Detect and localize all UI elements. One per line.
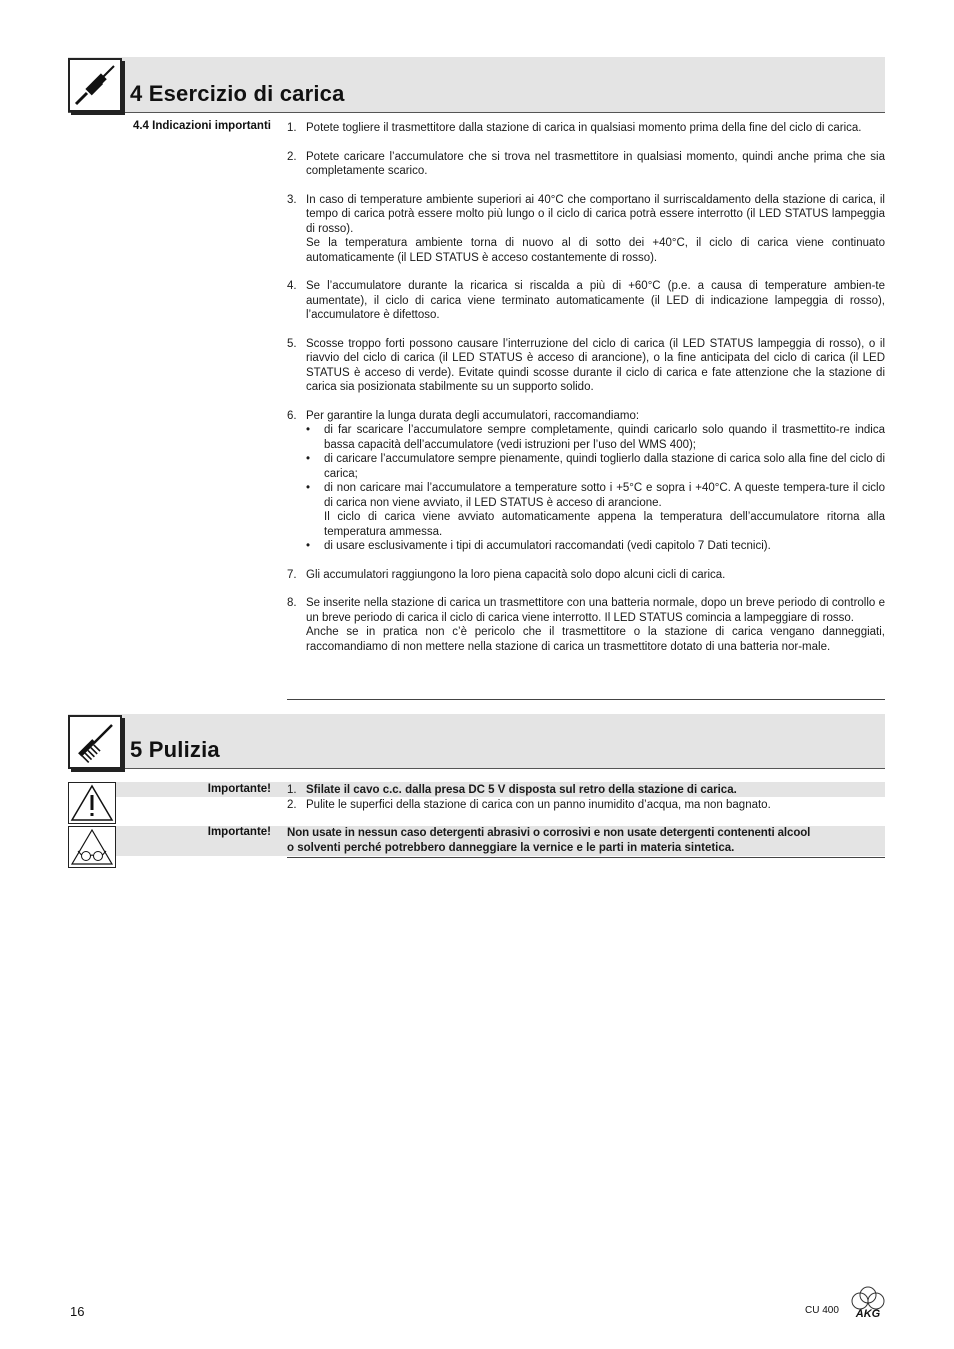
list-item: 5. Scosse troppo forti possono causare l’interruzione del ciclo di carica (il LED STATUS lampeggia di rosso), o il riavvio del ciclo di carica (il LED STATUS è acceso di arancione), o la fine anticipata del ciclo di carica (il LED STATUS è acceso di verde). Evitate quindi scosse durante il ciclo di carica e fate attenzione che la stazione di carica sia posizionata stabilmente su un supporto solido. bbox=[287, 337, 885, 393]
notice-1-step-1: 1. Sfilate il cavo c.c. dalla presa DC 5 V disposta sul retro della stazione di carica. bbox=[287, 784, 737, 796]
important-notes-list bbox=[287, 121, 885, 654]
section-5-title: 5 Pulizia bbox=[130, 737, 220, 762]
list-item: 6. Per garantire la lunga durata degli accumulatori, raccomandiamo: • di far scaricare l’accumulatore sempre completamente, quindi caricarlo solo quando il trasmettito-re indica bassa capacità dell’accumulatore (vedi istruzioni per l’uso del WMS 400); • di caricare l’accumulatore sempre pienamente, quindi toglierlo dalla stazione di carica solo alla fine del ciclo di carica; • di non caricare mai l’accumulatore a temperature sotto i +5°C e sopra i +40°C. A queste tempera-ture il ciclo di carica non viene avviato, il LED STATUS è acceso di arancione. Il ciclo di carica viene avviato automaticamente appena la temperatura dell’accumulatore ritorna alla temperatura ammessa. • di usare esclusivamente i tipi di accumulatori raccomandati (vedi capitolo 7 Dati tecnici). bbox=[287, 409, 885, 552]
bullet-item: • di non caricare mai l’accumulatore a temperature sotto i +5°C e sopra i +40°C. A queste tempera-ture il ciclo di carica non viene avviato, il LED STATUS è acceso di arancione. Il ciclo di carica viene avviato automaticamente appena la temperatura dell’accumulatore ritorna alla temperatura ammessa. bbox=[306, 482, 885, 538]
bullet-item: • di caricare l’accumulatore sempre pienamente, quindi toglierlo dalla stazione di carica solo alla fine del ciclo di carica; bbox=[306, 453, 885, 480]
subsection-label: 4.4 Indicazioni importanti bbox=[132, 120, 271, 132]
list-item: 7. Gli accumulatori raggiungono la loro piena capacità solo dopo alcuni cicli di carica. bbox=[287, 568, 726, 581]
section-4-end-rule bbox=[287, 699, 885, 700]
warning-triangle-icon bbox=[68, 782, 116, 824]
section-4-title: 4 Esercizio di carica bbox=[130, 81, 345, 106]
model-name: CU 400 bbox=[805, 1305, 839, 1316]
notice-2-text: Non usate in nessun caso detergenti abrasivi o corrosivi e non usate detergenti contenenti alcool o solventi perché potrebbero danneggiare la vernice e le parti in materia sintetica. bbox=[287, 827, 811, 854]
bullet-item: • di far scaricare l’accumulatore sempre completamente, quindi caricarlo solo quando il trasmettito-re indica bassa capacità dell’accumulatore (vedi istruzioni per l’uso del WMS 400); bbox=[306, 424, 885, 451]
page-number: 16 bbox=[70, 1304, 85, 1319]
glasses-caution-icon bbox=[68, 826, 116, 868]
recommendation-bullets bbox=[306, 423, 885, 554]
list-item: 8. Se inserite nella stazione di carica un trasmettitore con una batteria normale, dopo un breve periodo di controllo e un breve periodo di carica il ciclo di carica viene interrotto. Il LED STATUS comincia a lampeggiare di rosso. Anche se in pratica non c’è pericolo che il trasmettitore o la stazione di carica vengano danneggiati, raccomandiamo di non mettere nella stazione di carica un trasmettitore dotato di una batteria nor-male. bbox=[287, 597, 885, 653]
charging-plug-icon bbox=[68, 58, 122, 112]
bullet-item: • di usare esclusivamente i tipi di accumulatori raccomandati (vedi capitolo 7 Dati tecnici). bbox=[306, 540, 771, 552]
akg-logo-icon bbox=[848, 1284, 888, 1320]
notice-2-rule bbox=[287, 857, 885, 858]
list-item: 1. Potete togliere il trasmettitore dalla stazione di carica in qualsiasi momento prima della fine del ciclo di carica. bbox=[287, 122, 862, 134]
svg-text:AKG: AKG bbox=[855, 1308, 881, 1320]
notice-2-label: Importante! bbox=[207, 826, 271, 838]
list-item: 2. Potete caricare l’accumulatore che si trova nel trasmettitore in qualsiasi momento, quindi anche prima che sia completamente scarico. bbox=[287, 150, 885, 177]
notice-1-label: Importante! bbox=[207, 783, 271, 795]
notice-1-step-2: 2. Pulite le superfici della stazione di carica con un panno inumidito d’acqua, ma non bagnato. bbox=[287, 799, 771, 811]
list-item: 4. Se l’accumulatore durante la ricarica si riscalda a più di +60°C (p.e. a causa di temperature ambien-te aumentate), il ciclo di carica viene terminato automaticamente (il LED di indicazione lampeggia di rosso), l’accumulatore è difettoso. bbox=[287, 280, 885, 321]
list-item: 3. In caso di temperature ambiente superiori ai 40°C che comportano il surriscaldamento della stazione di carica, il tempo di carica potrà essere molto più lungo o il ciclo di carica potrà essere interrotto (il LED STATUS lampeggia di rosso). Se la temperatura ambiente torna di nuovo al di sotto dei +40°C, il ciclo di carica viene continuato automaticamente (il LED STATUS è acceso costantemente di rosso). bbox=[287, 193, 885, 264]
cleaning-brush-icon bbox=[68, 715, 122, 769]
